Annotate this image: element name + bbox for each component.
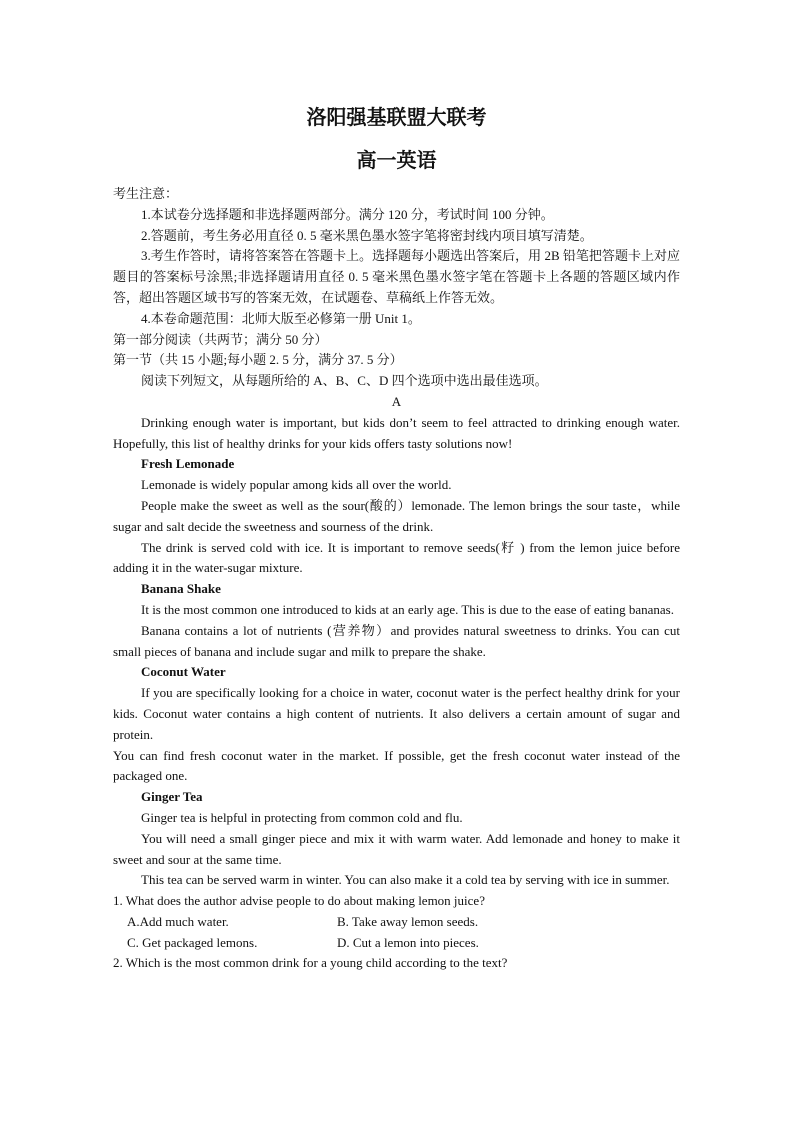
- paragraph: You will need a small ginger piece and mix it with warm water. Add lemonade and honey to make it sweet and sour at the same time.: [113, 830, 680, 867]
- option-a: A.Add much water.: [127, 913, 229, 929]
- paragraph: Lemonade is widely popular among kids all over the world.: [141, 477, 452, 493]
- passage-label: A: [391, 393, 402, 409]
- banana-heading: Banana Shake: [141, 581, 221, 597]
- question-stem: 2. Which is the most common drink for a young child according to the text?: [113, 955, 508, 971]
- passage-intro: Drinking enough water is important, but kids don’t seem to feel attracted to drinking enough water. Hopefully, this list of healthy drinks for your kids offers tasty solutions now!: [113, 414, 680, 451]
- paragraph: It is the most common one introduced to kids at an early age. This is due to the ease of eating bananas.: [141, 601, 674, 617]
- notice-item: 3.考生作答时，请将答案答在答题卡上。选择题每小题选出答案后，用 2B 铅笔把答题卡上对应题目的答案标号涂黑;非选择题请用直径 0. 5 毫米黑色墨水签字笔在答题卡上各题的答题区域内作答，超出答题区域书写的答案无效，在试题卷、草稿纸上作答无效。: [113, 248, 680, 305]
- notice-item: 1.本试卷分选择题和非选择题两部分。满分 120 分，考试时间 100 分钟。: [141, 206, 554, 222]
- lemonade-heading: Fresh Lemonade: [141, 456, 235, 472]
- coconut-heading: Coconut Water: [141, 664, 226, 680]
- option-row: [113, 933, 680, 954]
- subject-title: 高一英语: [356, 150, 437, 172]
- option-c: C. Get packaged lemons.: [127, 934, 258, 950]
- question-stem: 1. What does the author advise people to do about making lemon juice?: [113, 893, 485, 909]
- notice-item: 2.答题前，考生务必用直径 0. 5 毫米黑色墨水签字笔将密封线内项目填写清楚。: [141, 227, 593, 243]
- paragraph: You can find fresh coconut water in the market. If possible, get the fresh coconut water instead of the packaged one.: [113, 747, 680, 784]
- paragraph: The drink is served cold with ice. It is important to remove seeds(籽 ) from the lemon juice before adding it in the water-sugar mixture.: [113, 539, 680, 576]
- notice-heading: 考生注意：: [113, 186, 179, 201]
- instruction: 阅读下列短文，从每题所给的 A、B、C、D 四个选项中选出最佳选项。: [141, 373, 548, 389]
- paragraph: This tea can be served warm in winter. You can also make it a cold tea by serving with ice in summer.: [141, 872, 670, 888]
- paragraph: People make the sweet as well as the sour(酸的）lemonade. The lemon brings the sour taste，while sugar and salt decide the sweetness and sourness of the drink.: [113, 497, 680, 534]
- paragraph: Banana contains a lot of nutrients (营养物）and provides natural sweetness to drinks. You can cut small pieces of banana and include sugar and milk to prepare the shake.: [113, 622, 680, 659]
- option-b: B. Take away lemon seeds.: [337, 913, 479, 929]
- option-d: D. Cut a lemon into pieces.: [337, 934, 479, 950]
- paragraph: Ginger tea is helpful in protecting from common cold and flu.: [141, 809, 463, 825]
- ginger-heading: Ginger Tea: [141, 789, 203, 805]
- part-heading: 第一部分阅读（共两节；满分 50 分）: [113, 331, 328, 347]
- exam-page: [113, 100, 680, 974]
- exam-title: 洛阳强基联盟大联考: [306, 107, 487, 129]
- option-row: [113, 912, 680, 933]
- subsection-heading: 第一节（共 15 小题;每小题 2. 5 分，满分 37. 5 分）: [113, 352, 403, 368]
- notice-item: 4.本卷命题范围：北师大版至必修第一册 Unit 1。: [141, 310, 421, 326]
- paragraph: If you are specifically looking for a choice in water, coconut water is the perfect healthy drink for your kids. Coconut water contains a high content of nutrients. It also delivers a certain amount of sugar and protein.: [113, 685, 680, 742]
